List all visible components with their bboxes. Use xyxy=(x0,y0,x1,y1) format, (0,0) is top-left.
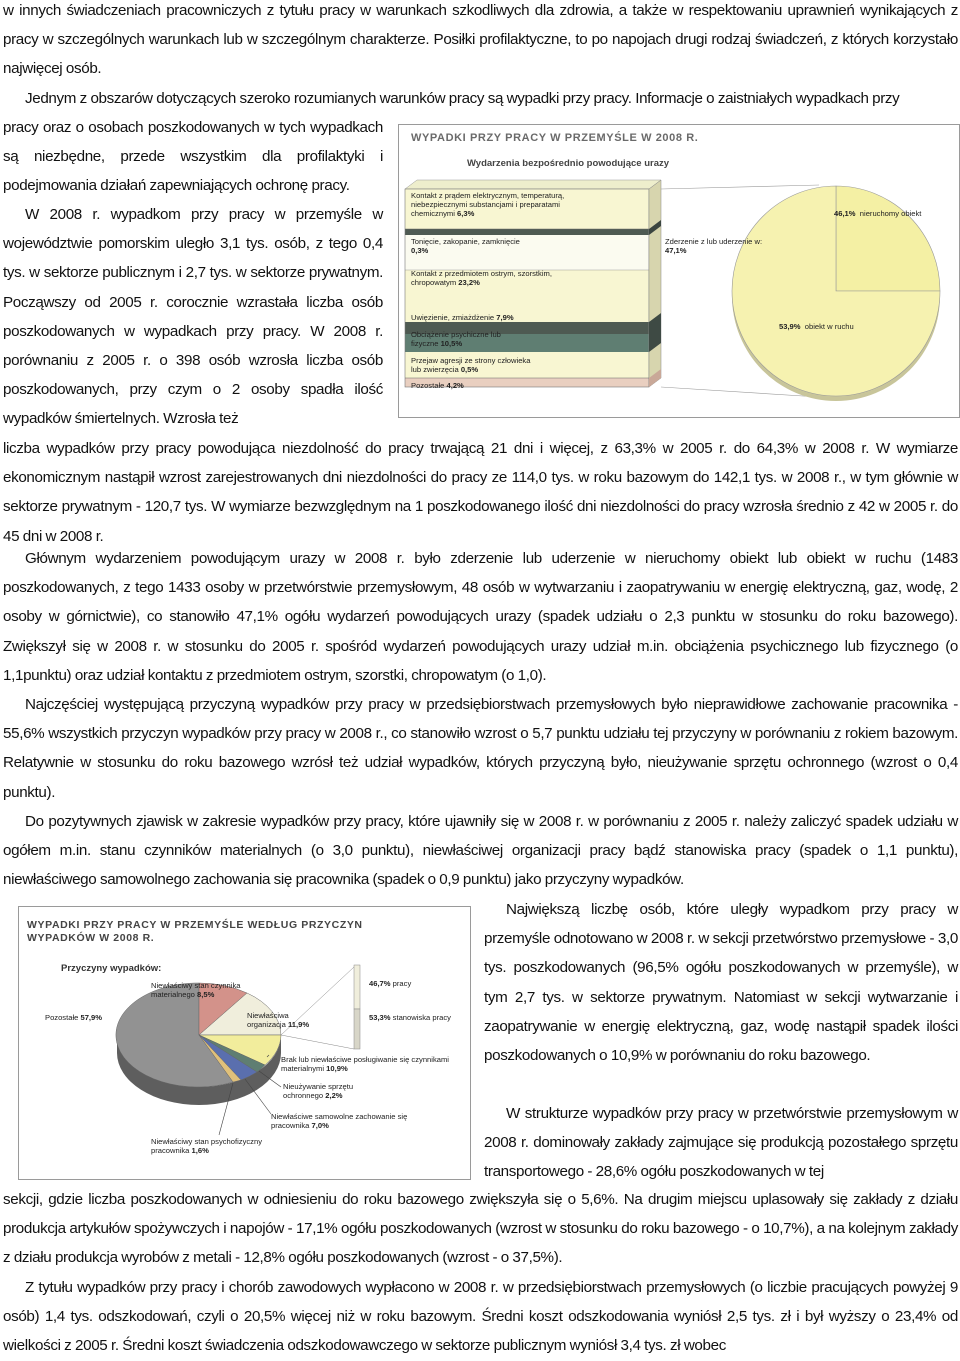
paragraph-2-continued: pracy oraz o osobach poszkodowanych w tych wypadkach są niezbędne, przede wszystkim dla profilaktyki i podejmowania działań zapewniających ochronę pracy. xyxy=(3,119,383,195)
c2-label-protective: Nieużywanie sprzętu ochronnego 2,2% xyxy=(283,1082,354,1100)
c2-label-psychophysical: Niewłaściwy stan psychofizyczny pracownika 1,6% xyxy=(151,1137,262,1155)
stack-top-face xyxy=(405,180,661,189)
stack-label-other: Pozostałe 4,2% xyxy=(411,381,464,390)
chart-accident-causes xyxy=(18,906,471,1180)
side-bar-top xyxy=(354,965,360,1009)
chart2-subtitle: Przyczyny wypadków: xyxy=(61,963,162,974)
c2-label-organization: Niewłaściwa organizacja 11,9% xyxy=(247,1011,310,1029)
stack-label-drowning: Tonięcie, zakopanie, zamknięcie 0,3% xyxy=(411,237,520,255)
chart-accidents-events xyxy=(398,124,960,418)
paragraph-3-narrow: W 2008 r. wypadkom przy pracy w przemyśle w województwie pomorskim uległo 3,1 tys. osób, z tego 0,4 tys. w sektorze publicznym i 2,7 tys. w sektorze prywatnym. Począwszy od 2005 r. corocznie wzrastała liczba osób poszkodowanych w wypadkach przy pracy. W 2008 r. porównaniu z 2005 r. o 398 osób wzrosła liczba osób poszkodowanych, przy czym o 2 osoby spadła ilość wypadków śmiertelnych. Wzrosła też xyxy=(3,206,383,428)
chart-subtitle: Wydarzenia bezpośrednio powodujące urazy xyxy=(467,158,670,169)
side-bar xyxy=(281,965,360,1049)
pie-slice-stationary-object xyxy=(836,186,940,291)
chart-title: WYPADKI PRZY PRACY W PRZEMYŚLE W 2008 R. xyxy=(411,132,699,144)
chart2-title-line1: WYPADKI PRZY PRACY W PRZEMYŚLE WEDŁUG PRZYCZYN xyxy=(27,919,363,931)
c2-label-behaviour: Niewłaściwe samowolne zachowanie się pracownika 7,0% xyxy=(271,1112,408,1130)
c2-side-label-top: 46,7% pracy xyxy=(369,979,412,988)
stack-label-contact-electric: Kontakt z prądem elektrycznym, temperaturą, niebezpiecznymi substancjami i preparatami chemicznymi 6,3% xyxy=(411,191,565,218)
paragraph-3-continued: liczba wypadków przy pracy powodująca niezdolność do pracy trwającą 21 dni i więcej, z 63,3% w 2005 r. do 64,3% w 2008 r. W wymiarze ekonomicznym nastąpił wzrost zarejestrowanych dni niezdolności do pracy ze 114,0 tys. w roku bazowym do 142,1 tys. w 2008 r., w tym głównie w sektorze prywatnym - 120,7 tys. W wymiarze bezwzględnym na 1 poszkodowanego ilość dni niezdolności do pracy wzrosła średnio z 42 w 2005 r. do 45 dni w 2008 r. xyxy=(3,440,958,545)
stack-label-aggression: Przejaw agresji ze strony człowieka lub zwierzęcia 0,5% xyxy=(411,356,531,374)
stack-side-face xyxy=(649,180,661,387)
side-bar-bottom xyxy=(354,1009,360,1049)
c2-side-label-bottom: 53,3% stanowiska pracy xyxy=(369,1013,451,1022)
paragraph-2-intro: Jednym z obszarów dotyczących szeroko rozumianych warunków pracy są wypadki przy pracy. Informacje o zaistniałych wypadkach przy xyxy=(25,90,900,107)
stack-segment-drowning xyxy=(405,229,649,235)
chart2-title-line2: WYPADKÓW W 2008 R. xyxy=(27,932,155,944)
paragraph-5: Najczęściej występującą przyczyną wypadków przy pracy w przedsiębiorstwach przemysłowych było nieprawidłowe zachowanie pracownika - 55,6% wszystkich przyczyn wypadków przy pracy w 2008 r., co stanowiło wzrost o 5,7 punktu udziału tej przyczyny w porównaniu z rokiem bazowym. Relatywnie w stosunku do roku bazowego wzrósł też udział wypadków, których przyczyną było, nieużywanie sprzętu ochronnego (wzrost o 0,4 punktu). xyxy=(3,696,958,801)
connector-top xyxy=(661,185,819,189)
pie3d xyxy=(116,983,281,1105)
paragraph-9: Z tytułu wypadków przy pracy i chorób zawodowych wypłacono w 2008 r. w przedsiębiorstwach przemysłowych (o liczbie pracujących powyżej 9 osób) 1,4 tys. odszkodowań, czyli o 20,5% więcej niż w roku bazowym. Średni koszt odszkodowania wyniósł 2,5 tys. zł i był wyższy o 23,4% od wielkości z 2005 r. Średni koszt świadczenia odszkodowawczego w sektorze publicznym wyniósł 3,4 tys. zł wobec xyxy=(3,1279,958,1355)
c2-label-other: Pozostałe 57,9% xyxy=(45,1013,103,1022)
c2-label-material-state: Niewłaściwy stan czynnika materialnego 8,5% xyxy=(151,981,241,999)
paragraph-7: Największą liczbę osób, które uległy wypadkom przy pracy w przemyśle odnotowano w 2008 r. w sekcji przetwórstwo przemysłowe - 3,0 tys. poszkodowanych (96,5% ogółu poszkodowanych w przemyśle), w tym 2,7 tys. w sektorze prywatnym. Natomiast w sekcji wytwarzanie i zaopatrywanie w energię elektryczną, gaz, wodę nastąpił spadek ilości poszkodowanych o 10,9% w porównaniu do roku bazowego. xyxy=(484,901,958,1065)
stack-label-psychic-load: Obciążenie psychiczne lub fizyczne 10,5% xyxy=(411,330,501,348)
connector-b xyxy=(281,1035,354,1049)
center-label: Zderzenie z lub uderzenie w: 47,1% xyxy=(665,237,763,255)
paragraph-1: w innych świadczeniach pracowniczych z tytułu pracy w warunkach szkodliwych dla zdrowia, a także w respektowaniu uprawnień wynikających z pracy w szczególnych warunkach lub w szczególnym charakterze. Posiłki profilaktyczne, to po napojach drugi rodzaj świadczeń, z których korzystało najwięcej osób. xyxy=(3,2,958,78)
paragraph-4: Głównym wydarzeniem powodującym urazy w 2008 r. było zderzenie lub uderzenie w nieruchomy obiekt lub obiekt w ruchu (1483 poszkodowanych, z tego 1433 osoby w przetwórstwie przemysłowym, 48 osób w wytwarzaniu i zaopatrywaniu w energię elektryczną, gaz, wodę, 2 osoby w górnictwie), co stanowiło 47,1% ogółu wydarzeń powodujących urazy (spadek udziału o 2,3 punktu w stosunku do roku bazowego). Zwiększył się w 2008 r. w stosunku do 2005 r. spośród wydarzeń powodujących urazy udział m.in. obciążenia psychicznego lub fizycznego (o 1,1punktu) oraz udział kontaktu z przedmiotem ostrym, szorstki, chropowatym (o 1,0). xyxy=(3,550,958,684)
pie-label-stationary: 46,1% nieruchomy obiekt xyxy=(834,209,922,218)
stack-label-sharp-object: Kontakt z przedmiotem ostrym, szorstkim, chropowatym 23,2% xyxy=(411,269,552,287)
pie-chart xyxy=(732,186,940,401)
paragraph-8-narrow: W strukturze wypadków przy pracy w przetwórstwie przemysłowym w 2008 r. dominowały zakłady zajmujące się produkcją pozostałego sprzętu transportowego - 28,6% ogółu poszkodowanych w tej xyxy=(484,1105,958,1181)
paragraph-8-continued: sekcji, gdzie liczba poszkodowanych w odniesieniu do roku bazowego zwiększyła się o 5,6%. Na drugim miejscu uplasowały się zakłady z działu produkcja artykułów spożywczych i napojów - 17,1% ogółu poszkodowanych (wzrost w stosunku do roku bazowego - o 10,7%), a na kolejnym zakłady z działu produkcja wyrobów z metali - 12,8% ogółu poszkodowanych (wzrost - o 37,5%). xyxy=(3,1191,958,1267)
c2-label-material-use: Brak lub niewłaściwe posługiwanie się czynnikami materialnymi 10,9% xyxy=(281,1055,449,1073)
pie-label-moving: 53,9% obiekt w ruchu xyxy=(779,322,854,331)
paragraph-6: Do pozytywnych zjawisk w zakresie wypadków przy pracy, które ujawniły się w 2008 r. w porównaniu z 2005 r. należy zaliczyć spadek udziału w ogółem m.in. stanu czynników materialnych (o 3,0 punktu), niewłaściwej organizacji pracy bądź stanowiska pracy (spadek o 1,1 punktu), niewłaściwego samowolnego zachowania się pracownika (spadek o 0,9 punktu) jako przyczyny wypadków. xyxy=(3,813,958,889)
stack-label-crushing: Uwięzienie, zmiażdżenie 7,9% xyxy=(411,313,514,322)
